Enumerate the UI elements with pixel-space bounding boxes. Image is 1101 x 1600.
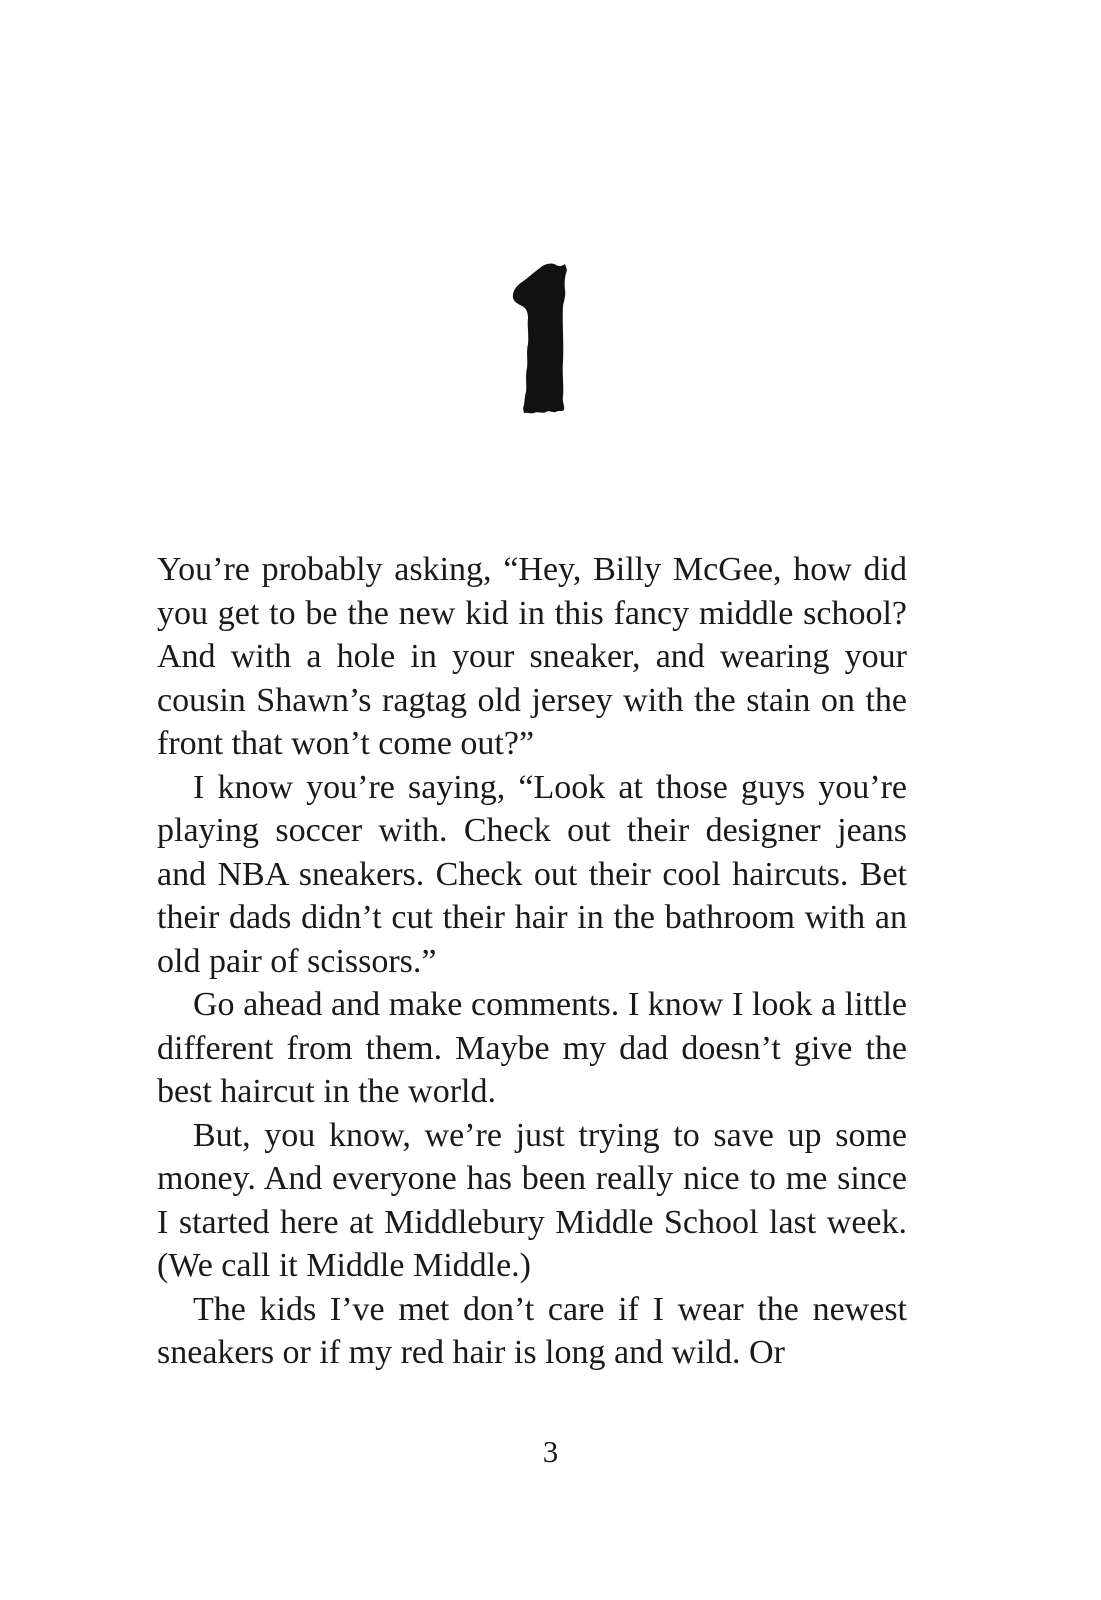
paragraph: Go ahead and make comments. I know I look a little different from them. Maybe my dad doesn’t give the best haircut in the world.: [157, 986, 907, 1110]
paragraph: The kids I’ve met don’t care if I wear the newest sneakers or if my red hair is long and wild. Or: [157, 1290, 907, 1371]
body-text: [157, 548, 907, 1375]
chapter-number-glyph: [510, 262, 576, 422]
page-number: 3: [542, 1434, 559, 1469]
paragraph: But, you know, we’re just trying to save up some money. And everyone has been really nice to me since I started here at Middlebury Middle School last week. (We call it Middle Middle.): [157, 1116, 907, 1284]
paragraph: I know you’re saying, “Look at those guys you’re playing soccer with. Check out their designer jeans and NBA sneakers. Check out their cool haircuts. Bet their dads didn’t cut their hair in the bathroom with an old pair of scissors.”: [157, 768, 907, 980]
paragraph: You’re probably asking, “Hey, Billy McGee, how did you get to be the new kid in this fancy middle school? And with a hole in your sneaker, and wearing your cousin Shawn’s ragtag old jersey with the stain on the front that won’t come out?”: [157, 551, 907, 762]
chapter-number: [510, 262, 576, 422]
